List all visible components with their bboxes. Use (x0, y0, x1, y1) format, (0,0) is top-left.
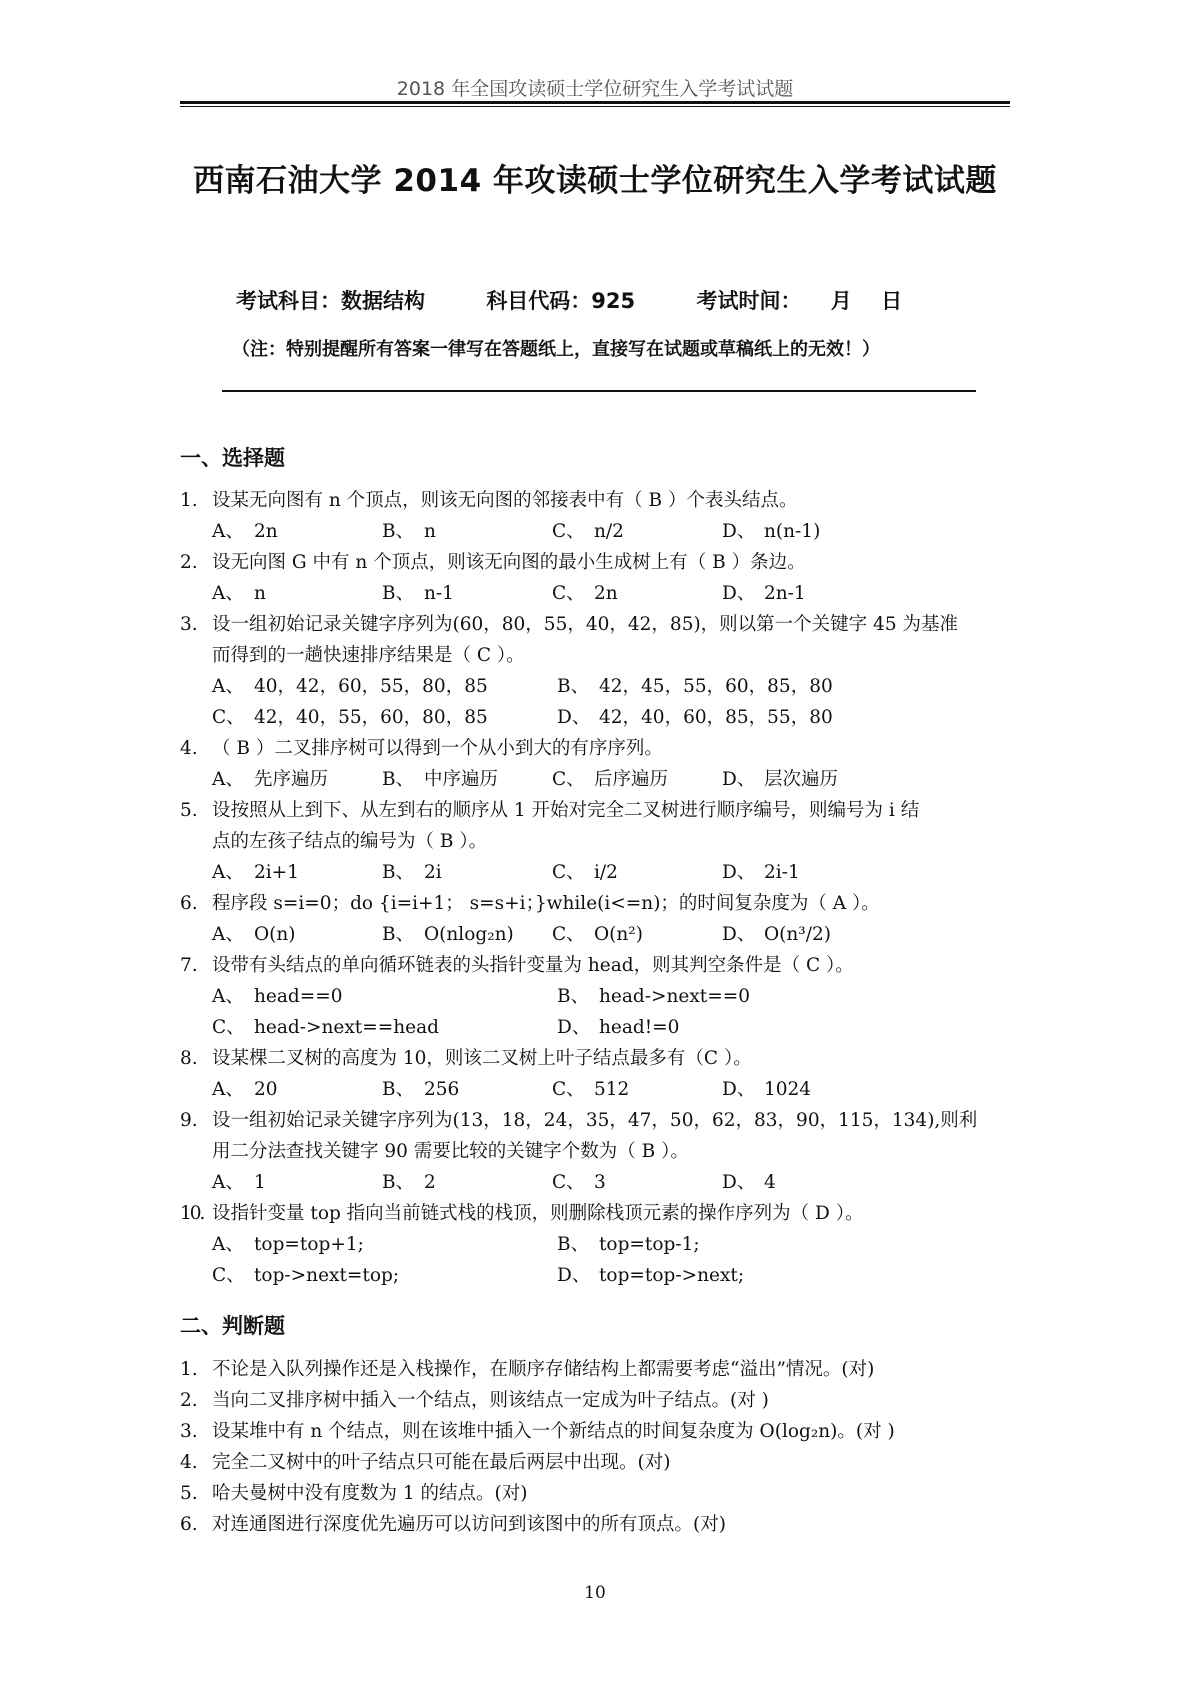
question-text (180, 547, 1030, 578)
exam-subject: 考试科目：数据结构 (236, 289, 425, 313)
judge-text: 不论是入队列操作还是入栈操作，在顺序存储结构上都需要考虑“溢出”情况。(对) (212, 1359, 875, 1380)
option-a (212, 1229, 557, 1260)
question-number: 5. (180, 800, 198, 821)
option-label: B、 (557, 676, 590, 697)
question-text (180, 1105, 1030, 1136)
option-d (557, 1260, 902, 1291)
question-number: 10. (180, 1203, 204, 1224)
option-label: D、 (722, 924, 756, 945)
option-row (180, 1229, 1030, 1260)
option-c (552, 516, 722, 547)
option-a (212, 671, 557, 702)
option-value: 中序遍历 (424, 769, 499, 790)
question-2 (180, 547, 1030, 609)
option-c (552, 857, 722, 888)
question-number: 2. (180, 552, 198, 573)
question-7 (180, 950, 1030, 1043)
option-value: 40，42，60，55，80，85 (254, 676, 488, 697)
choice-questions (180, 485, 1030, 1291)
option-label: B、 (557, 1234, 590, 1255)
option-label: D、 (722, 1172, 756, 1193)
question-4 (180, 733, 1030, 795)
option-value: n (424, 521, 436, 542)
question-text-span: 设一组初始记录关键字序列为(60，80，55，40，42，85)，则以第一个关键字 45 为基准 (212, 614, 958, 635)
judge-number: 1. (180, 1359, 198, 1380)
document-title: 西南石油大学 2014 年攻读硕士学位研究生入学考试试题 (193, 163, 997, 199)
judge-number: 4. (180, 1452, 198, 1473)
question-number: 1. (180, 490, 198, 511)
option-row (180, 857, 1030, 888)
judge-number: 6. (180, 1514, 198, 1535)
option-value: 先序遍历 (254, 769, 329, 790)
question-text (180, 609, 1030, 640)
judge-text: 完全二叉树中的叶子结点只可能在最后两层中出现。(对) (212, 1452, 671, 1473)
judge-number: 3. (180, 1421, 198, 1442)
question-text (180, 733, 1030, 764)
question-text-span: 设按照从上到下、从左到右的顺序从 1 开始对完全二叉树进行顺序编号，则编号为 i 结 (212, 800, 920, 821)
option-row (180, 981, 1030, 1012)
option-label: D、 (557, 1265, 591, 1286)
option-row (180, 516, 1030, 547)
option-label: A、 (212, 1172, 244, 1193)
option-value: 42，40，60，85，55，80 (599, 707, 833, 728)
question-text-span: 设一组初始记录关键字序列为(13，18，24，35，47，50，62，83，90，115，134),则利 (212, 1110, 978, 1131)
option-value: 层次遍历 (764, 769, 839, 790)
option-value: top=top-1; (599, 1234, 700, 1255)
option-row (180, 1074, 1030, 1105)
exam-date (696, 289, 924, 313)
option-value: 256 (424, 1079, 460, 1100)
option-b (557, 981, 902, 1012)
option-label: B、 (382, 924, 415, 945)
judge-item-6 (180, 1509, 1030, 1540)
option-d (722, 857, 892, 888)
option-label: C、 (552, 521, 585, 542)
option-value: 后序遍历 (594, 769, 669, 790)
judge-item-2 (180, 1385, 1030, 1416)
option-label: A、 (212, 1079, 244, 1100)
option-label: A、 (212, 1234, 244, 1255)
option-label: B、 (382, 1172, 415, 1193)
option-label: C、 (212, 1017, 245, 1038)
judge-item-1 (180, 1354, 1030, 1385)
option-label: A、 (212, 862, 244, 883)
option-b (382, 516, 552, 547)
question-text-span: 用二分法查找关键字 90 需要比较的关键字个数为（ B ）。 (212, 1141, 689, 1162)
exam-info (236, 285, 996, 315)
option-a (212, 981, 557, 1012)
option-row (180, 578, 1030, 609)
option-value: 2 (424, 1172, 436, 1193)
option-b (557, 1229, 902, 1260)
option-label: A、 (212, 583, 244, 604)
option-value: n(n-1) (764, 521, 821, 542)
question-text-span: 设某无向图有 n 个顶点，则该无向图的邻接表中有（ B ）个表头结点。 (212, 490, 798, 511)
option-a (212, 578, 382, 609)
judge-item-3 (180, 1416, 1030, 1447)
option-label: C、 (552, 583, 585, 604)
question-text (180, 795, 1030, 826)
option-label: C、 (552, 1079, 585, 1100)
option-row (180, 1012, 1030, 1043)
option-value: 2i (424, 862, 442, 883)
option-value: n (254, 583, 266, 604)
option-label: B、 (557, 986, 590, 1007)
option-label: D、 (722, 862, 756, 883)
option-label: D、 (722, 521, 756, 542)
option-value: n/2 (594, 521, 624, 542)
option-value: O(n) (254, 924, 296, 945)
option-d (722, 578, 892, 609)
judge-questions (180, 1354, 1030, 1540)
option-value: head!=0 (599, 1017, 680, 1038)
option-a (212, 919, 382, 950)
question-text-continued (180, 640, 1030, 671)
question-text-span: 点的左孩子结点的编号为（ B ）。 (212, 831, 488, 852)
question-number: 9. (180, 1110, 198, 1131)
question-6 (180, 888, 1030, 950)
question-3 (180, 609, 1030, 733)
option-value: 2n (594, 583, 618, 604)
running-header: 2018 年全国攻读硕士学位研究生入学考试试题 (396, 78, 794, 100)
option-c (552, 1074, 722, 1105)
option-value: 42，45，55，60，85，80 (599, 676, 833, 697)
question-text-continued (180, 826, 1030, 857)
option-label: C、 (552, 1172, 585, 1193)
question-text (180, 485, 1030, 516)
option-b (382, 857, 552, 888)
question-text-span: 设指针变量 top 指向当前链式栈的栈顶，则删除栈顶元素的操作序列为（ D ）。 (212, 1203, 864, 1224)
info-divider (222, 390, 976, 392)
question-number: 7. (180, 955, 198, 976)
option-c (552, 764, 722, 795)
option-label: A、 (212, 676, 244, 697)
judge-item-4 (180, 1447, 1030, 1478)
option-value: 2n-1 (764, 583, 806, 604)
question-text-span: 设某棵二叉树的高度为 10，则该二叉树上叶子结点最多有（C ）。 (212, 1048, 752, 1069)
exam-month: 月 (830, 289, 852, 313)
option-value: 20 (254, 1079, 278, 1100)
question-5 (180, 795, 1030, 888)
option-d (722, 1074, 892, 1105)
option-value: 4 (764, 1172, 776, 1193)
page-number: 10 (584, 1583, 606, 1603)
option-label: B、 (382, 1079, 415, 1100)
question-8 (180, 1043, 1030, 1105)
option-value: top=top+1; (254, 1234, 364, 1255)
question-text (180, 888, 1030, 919)
option-label: D、 (722, 769, 756, 790)
option-value: top->next=top; (254, 1265, 400, 1286)
option-d (722, 919, 892, 950)
question-number: 4. (180, 738, 198, 759)
judge-text: 当向二叉排序树中插入一个结点，则该结点一定成为叶子结点。(对 ) (212, 1390, 769, 1411)
option-value: i/2 (594, 862, 618, 883)
option-value: 1 (254, 1172, 266, 1193)
option-label: A、 (212, 521, 244, 542)
option-value: 512 (594, 1079, 630, 1100)
option-label: B、 (382, 521, 415, 542)
option-value: head==0 (254, 986, 343, 1007)
question-text (180, 1043, 1030, 1074)
option-label: A、 (212, 924, 244, 945)
option-value: 2i-1 (764, 862, 800, 883)
option-c (552, 919, 722, 950)
option-a (212, 857, 382, 888)
exam-time-label: 考试时间： (696, 289, 802, 313)
header-rule (180, 101, 1010, 107)
question-text-span: 程序段 s=i=0；do {i=i+1； s=s+i；}while(i<=n)；的时间复杂度为（ A ）。 (212, 893, 880, 914)
section-heading-judge: 二、判断题 (180, 1314, 285, 1338)
option-row (180, 1167, 1030, 1198)
option-d (722, 764, 892, 795)
option-b (382, 1074, 552, 1105)
option-row (180, 671, 1030, 702)
option-row (180, 1260, 1030, 1291)
option-value: n-1 (424, 583, 454, 604)
judge-text: 对连通图进行深度优先遍历可以访问到该图中的所有顶点。(对) (212, 1514, 726, 1535)
judge-text: 设某堆中有 n 个结点，则在该堆中插入一个新结点的时间复杂度为 O(log₂n)。(对 ) (212, 1421, 895, 1442)
question-9 (180, 1105, 1030, 1198)
option-a (212, 1074, 382, 1105)
judge-text: 哈夫曼树中没有度数为 1 的结点。(对) (212, 1483, 528, 1504)
question-text (180, 950, 1030, 981)
section-heading-choice: 一、选择题 (180, 446, 285, 470)
option-value: O(nlog₂n) (424, 924, 514, 945)
question-text (180, 1198, 1030, 1229)
option-value: 3 (594, 1172, 606, 1193)
option-value: top=top->next; (599, 1265, 745, 1286)
option-d (722, 1167, 892, 1198)
option-c (212, 702, 557, 733)
question-1 (180, 485, 1030, 547)
option-label: D、 (557, 1017, 591, 1038)
option-a (212, 764, 382, 795)
option-c (212, 1012, 557, 1043)
question-number: 3. (180, 614, 198, 635)
option-label: B、 (382, 583, 415, 604)
judge-number: 5. (180, 1483, 198, 1504)
judge-number: 2. (180, 1390, 198, 1411)
option-row (180, 702, 1030, 733)
option-label: D、 (722, 583, 756, 604)
option-label: C、 (552, 769, 585, 790)
exam-code: 科目代码：925 (486, 289, 636, 313)
option-label: A、 (212, 769, 244, 790)
option-value: 1024 (764, 1079, 812, 1100)
option-value: 2n (254, 521, 278, 542)
option-label: C、 (552, 862, 585, 883)
option-row (180, 919, 1030, 950)
option-b (382, 764, 552, 795)
question-text-span: 设无向图 G 中有 n 个顶点，则该无向图的最小生成树上有（ B ）条边。 (212, 552, 806, 573)
option-row (180, 764, 1030, 795)
exam-day: 日 (881, 289, 903, 313)
option-c (552, 578, 722, 609)
option-value: 42，40，55，60，80，85 (254, 707, 488, 728)
option-value: O(n²) (594, 924, 643, 945)
option-d (557, 1012, 902, 1043)
question-text-span: 而得到的一趟快速排序结果是（ C ）。 (212, 645, 525, 666)
question-10 (180, 1198, 1030, 1291)
option-c (212, 1260, 557, 1291)
option-label: B、 (382, 769, 415, 790)
question-text-continued (180, 1136, 1030, 1167)
option-label: C、 (212, 707, 245, 728)
judge-item-5 (180, 1478, 1030, 1509)
option-d (557, 702, 902, 733)
option-value: head->next==head (254, 1017, 439, 1038)
option-b (382, 1167, 552, 1198)
option-label: A、 (212, 986, 244, 1007)
option-label: B、 (382, 862, 415, 883)
option-a (212, 516, 382, 547)
question-text-span: 设带有头结点的单向循环链表的头指针变量为 head，则其判空条件是（ C ）。 (212, 955, 854, 976)
option-value: 2i+1 (254, 862, 299, 883)
option-b (382, 919, 552, 950)
option-b (557, 671, 902, 702)
question-number: 6. (180, 893, 198, 914)
option-value: O(n³/2) (764, 924, 831, 945)
option-label: D、 (722, 1079, 756, 1100)
option-b (382, 578, 552, 609)
question-number: 8. (180, 1048, 198, 1069)
option-value: head->next==0 (599, 986, 750, 1007)
option-label: C、 (212, 1265, 245, 1286)
exam-note: （注：特别提醒所有答案一律写在答题纸上，直接写在试题或草稿纸上的无效！） (232, 339, 880, 360)
option-label: D、 (557, 707, 591, 728)
option-label: C、 (552, 924, 585, 945)
question-text-span: （ B ）二叉排序树可以得到一个从小到大的有序序列。 (212, 738, 663, 759)
option-d (722, 516, 892, 547)
option-c (552, 1167, 722, 1198)
option-a (212, 1167, 382, 1198)
